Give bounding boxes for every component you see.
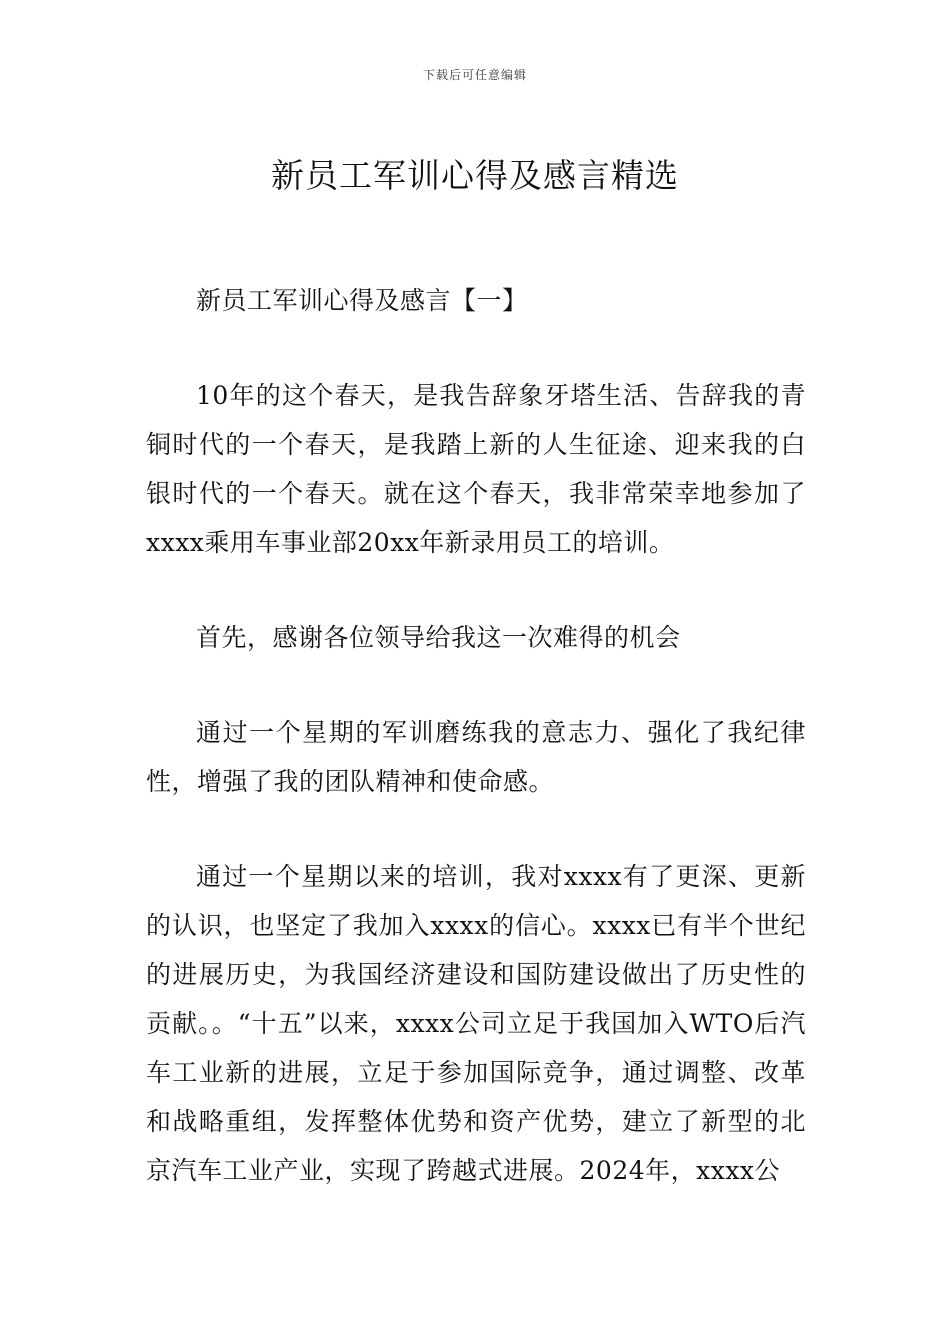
paragraph: 通过一个星期的军训磨练我的意志力、强化了我纪律性，增强了我的团队精神和使命感。 (146, 718, 806, 796)
paragraph: 10年的这个春天，是我告辞象牙塔生活、告辞我的青铜时代的一个春天，是我踏上新的人生征途、迎来我的白银时代的一个春天。就在这个春天，我非常荣幸地参加了xxxx乘用车事业部20xx年新录用员工的培训。 (146, 381, 806, 557)
document-body (146, 276, 806, 1241)
section-heading: 新员工军训心得及感言【一】 (196, 286, 528, 315)
header-note: 下载后可任意编辑 (422, 68, 527, 82)
paragraph: 通过一个星期以来的培训，我对xxxx有了更深、更新的认识，也坚定了我加入xxxx的信心。xxxx已有半个世纪的进展历史，为我国经济建设和国防建设做出了历史性的贡献。。“十五”以来，xxxx公司立足于我国加入WTO后汽车工业新的进展，立足于参加国际竞争，通过调整、改革和战略重组，发挥整体优势和资产优势，建立了新型的北京汽车工业产业，实现了跨越式进展。2024年，xxxx公 (146, 862, 806, 1185)
document-title: 新员工军训心得及感言精选 (271, 156, 679, 196)
paragraph: 首先，感谢各位领导给我这一次难得的机会 (196, 623, 681, 652)
